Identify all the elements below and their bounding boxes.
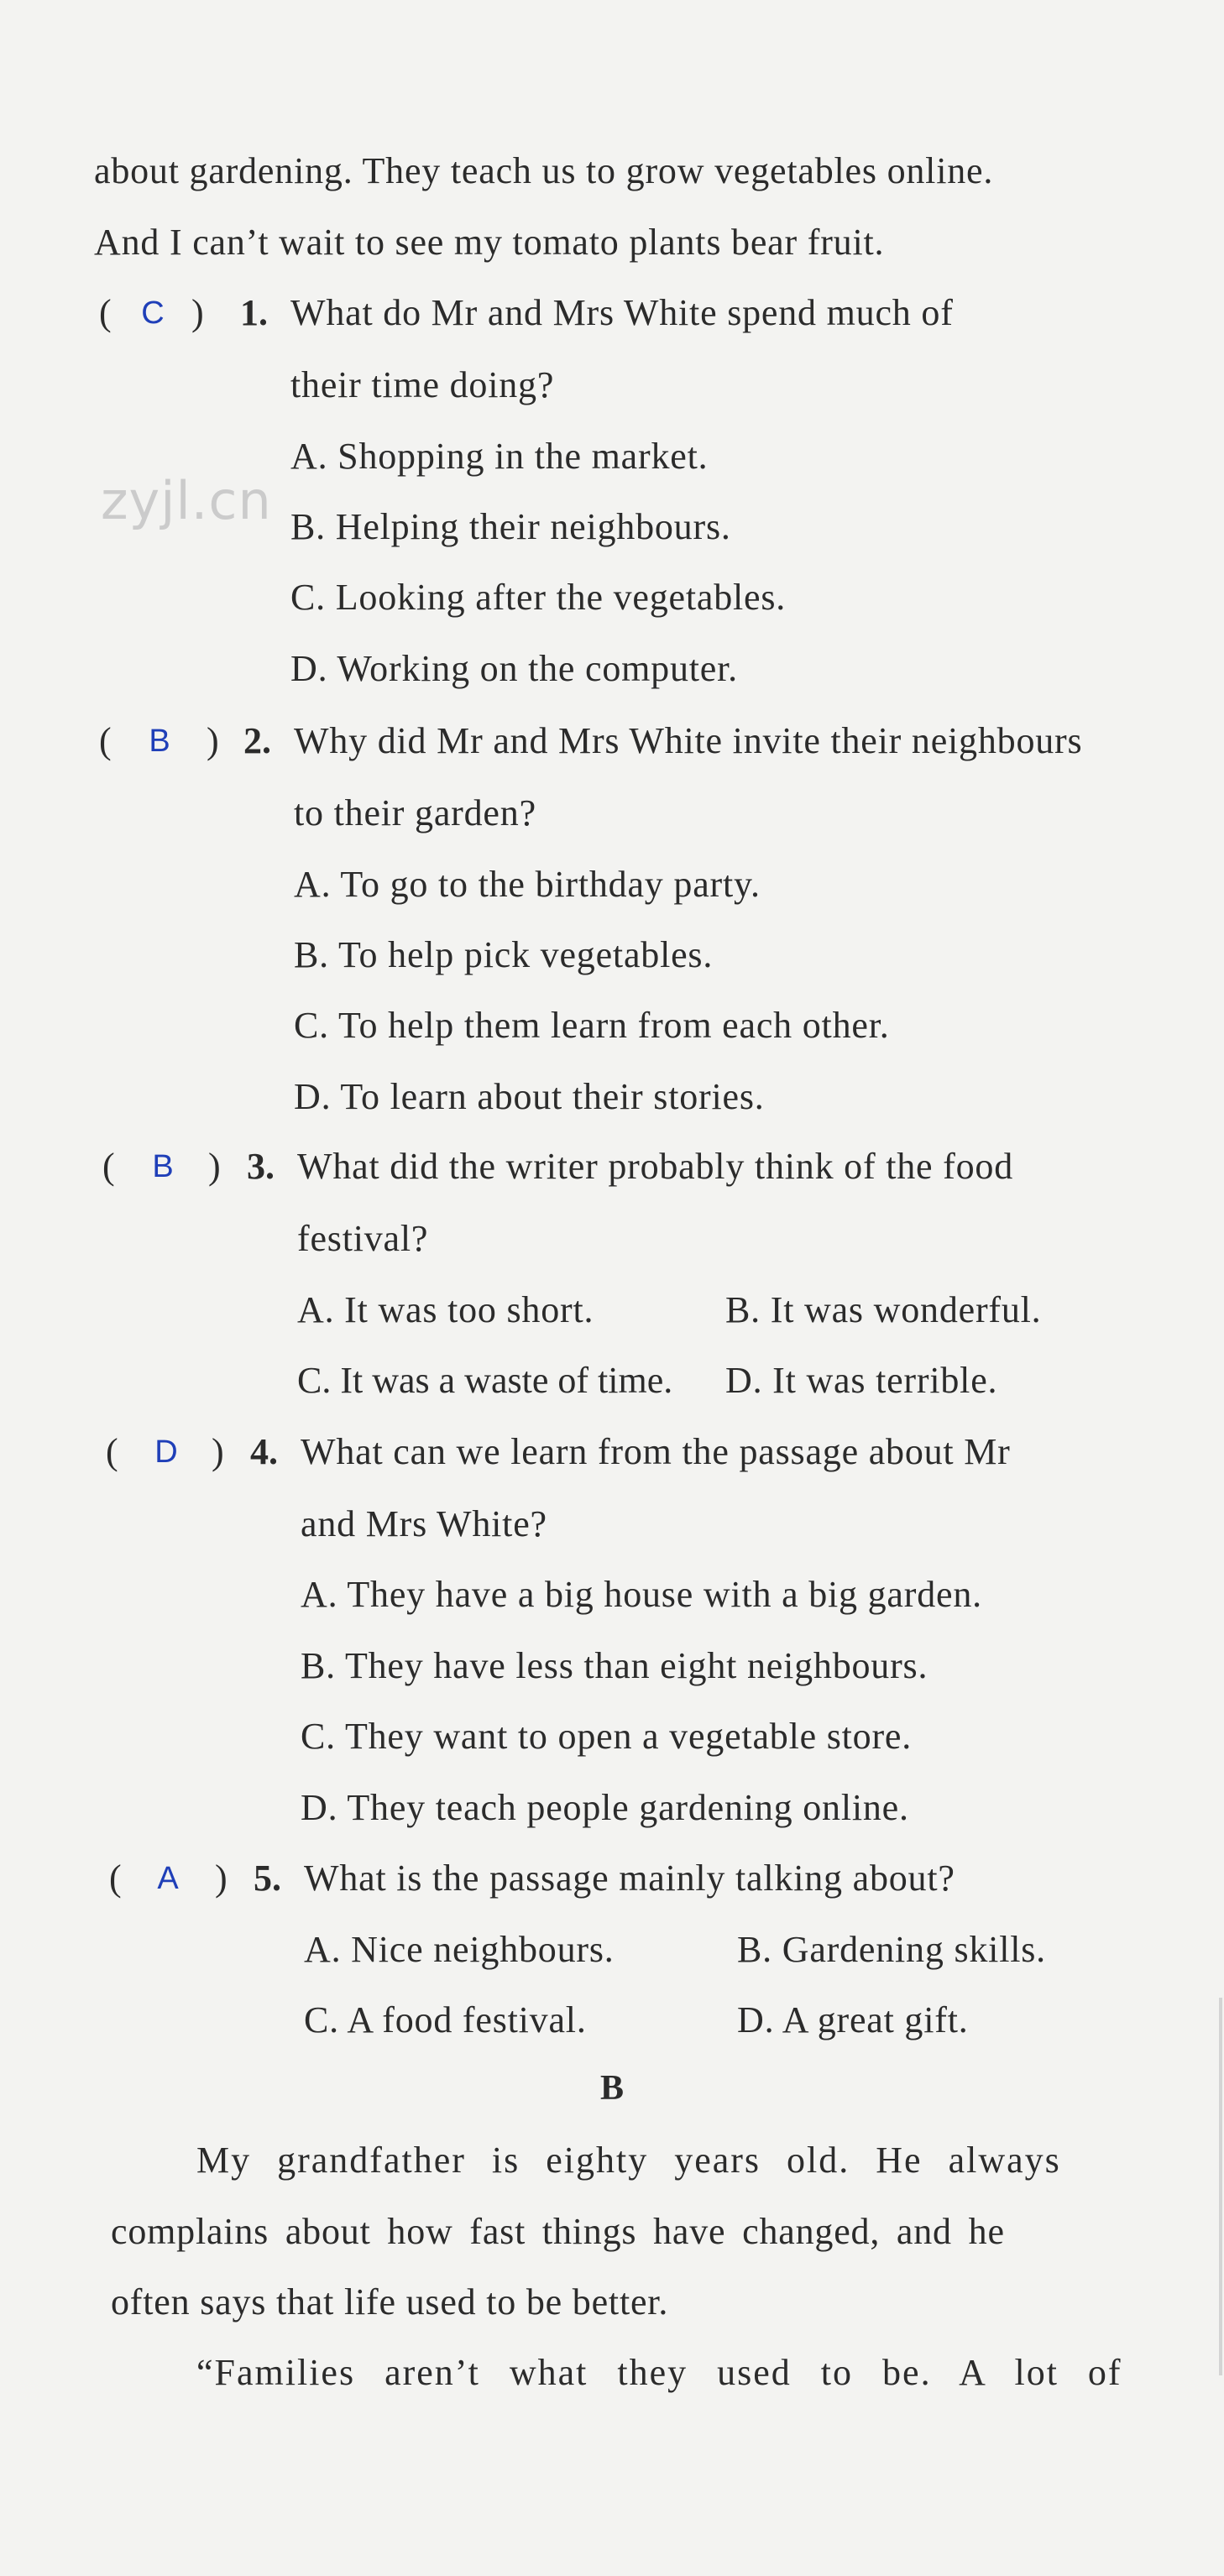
option-a: A. They have a big house with a big garden.: [301, 1574, 982, 1615]
question-stem: and Mrs White?: [301, 1503, 547, 1544]
option-b: B. To help pick vegetables.: [294, 934, 714, 975]
answer-paren-open: (: [102, 1146, 115, 1187]
question-2: [99, 718, 1190, 765]
answer-paren-close: ): [215, 1858, 228, 1899]
option-c: C. They want to open a vegetable store.: [301, 1716, 913, 1757]
answer-paren-close: ): [207, 720, 219, 761]
question-number: 3.: [247, 1146, 275, 1187]
intro-line: And I can’t wait to see my tomato plants bear fruit.: [94, 222, 885, 263]
section-heading: B: [599, 2069, 624, 2108]
question-4: [99, 1429, 1190, 1476]
question-number: 5.: [254, 1858, 281, 1899]
option-c: C. Looking after the vegetables.: [290, 577, 787, 618]
answer-2: B: [149, 724, 170, 759]
answer-paren-open: (: [99, 292, 112, 333]
answer-5: A: [157, 1861, 179, 1896]
answer-paren-open: (: [106, 1431, 118, 1472]
answer-paren-open: (: [109, 1858, 122, 1899]
option-b: B. Gardening skills.: [737, 1929, 1046, 1970]
paragraph-line: often says that life used to be better.: [111, 2281, 669, 2323]
answer-1: C: [141, 295, 165, 331]
option-a: A. Nice neighbours.: [304, 1929, 615, 1970]
question-stem: What is the passage mainly talking about?: [304, 1858, 955, 1899]
option-b: B. It was wonderful.: [725, 1289, 1042, 1330]
answer-paren-open: (: [99, 720, 112, 761]
answer-4: D: [154, 1434, 178, 1470]
intro-line: about gardening. They teach us to grow vegetables online.: [94, 150, 994, 191]
question-stem: What do Mr and Mrs White spend much of: [290, 292, 954, 333]
answer-paren-close: ): [208, 1146, 221, 1187]
option-d: D. They teach people gardening online.: [301, 1787, 909, 1828]
option-d: D. It was terrible.: [725, 1360, 998, 1401]
question-3: [99, 1143, 1190, 1190]
option-a: A. Shopping in the market.: [290, 436, 709, 477]
answer-paren-close: ): [212, 1431, 224, 1472]
option-c: C. A food festival.: [304, 1999, 587, 2040]
paragraph-line: My grandfather is eighty years old. He always: [196, 2140, 1061, 2181]
question-1: [99, 290, 1190, 337]
question-stem: What did the writer probably think of the food: [297, 1146, 1014, 1187]
answer-paren-close: ): [191, 292, 204, 333]
option-b: B. They have less than eight neighbours.: [301, 1645, 928, 1686]
question-5: [99, 1855, 1190, 1902]
question-stem: to their garden?: [294, 792, 536, 833]
option-a: A. To go to the birthday party.: [294, 864, 761, 905]
option-d: D. Working on the computer.: [290, 648, 738, 689]
paragraph-line: complains about how fast things have changed, and he: [111, 2211, 1005, 2252]
question-number: 2.: [243, 720, 271, 761]
question-stem: their time doing?: [290, 364, 555, 405]
option-b: B. Helping their neighbours.: [290, 506, 731, 547]
option-c: C. It was a waste of time.: [297, 1360, 673, 1401]
question-number: 1.: [240, 292, 268, 333]
paragraph-line: “Families aren’t what they used to be. A lot of: [196, 2352, 1122, 2393]
option-c: C. To help them learn from each other.: [294, 1005, 890, 1046]
question-number: 4.: [250, 1431, 278, 1472]
question-stem: Why did Mr and Mrs White invite their neighbours: [294, 720, 1083, 761]
page-edge-shadow: [1219, 1998, 1222, 2375]
watermark: zyjl.cn: [101, 470, 272, 531]
question-stem: festival?: [297, 1218, 429, 1259]
question-stem: What can we learn from the passage about Mr: [301, 1431, 1011, 1472]
option-a: A. It was too short.: [297, 1289, 594, 1330]
option-d: D. To learn about their stories.: [294, 1076, 765, 1117]
answer-3: B: [152, 1149, 174, 1184]
option-d: D. A great gift.: [737, 1999, 969, 2040]
